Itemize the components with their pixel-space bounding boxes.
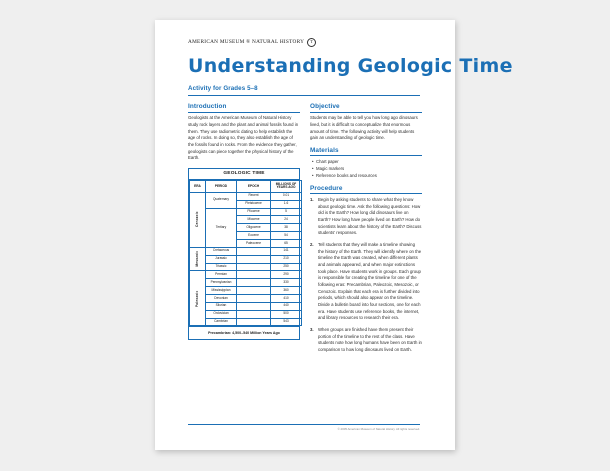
period-cell: Devonian [206,295,237,303]
list-item: • Reference books and resources [316,173,422,180]
table-row [190,192,302,200]
mya-cell: 210 [271,255,302,263]
epoch-cell [237,310,271,318]
table-row [190,287,302,295]
period-cell: Tertiary [206,208,237,247]
epoch-cell: Pleistocene [237,200,271,208]
materials-heading: Materials [310,146,339,154]
period-cell: Cretaceous [206,247,237,255]
mya-cell: 500 [271,310,302,318]
mya-cell: 250 [271,263,302,271]
procedure-step: Tell students that they will make a timeline showing the history of the Earth. They will identify where on the timeline the Earth was created, when different plants and animals appeared, and when major extinctions took place. Have students work in groups. Each group is responsible for creating the timeline for one of the following eras: Precambrian, Paleozoic, Mesozoic, or Cenozoic. Explain that each era is further divided into periods, which should also appear on the timeline. Divide a bulletin board into four sections, one for each era. Have students use reference books, the internet, and library resources to research their era. [318,242,422,321]
period-cell: Jurassic [206,255,237,263]
mya-cell: 330 [271,279,302,287]
epoch-cell: Recent [237,192,271,200]
mya-cell: 360 [271,287,302,295]
right-column [310,103,422,359]
page-footer [188,424,420,431]
period-cell: Ordovician [206,310,237,318]
procedure-step: When groups are finished have them present their portion of the timeline to the rest of the class. Have students note how long humans have been on Earth in comparison to how long dinosaurs lived on Earth. [318,326,422,352]
introduction-text: Geologists at the American Museum of Natural History study rock layers and the plant and animal fossils found in them. They use radiometric dating to help establish the age of rocks. In doing so, they also establish the age of the fossils found in rocks. From the evidence they gather, geologists can piece together the physical history of the Earth. [188,115,299,161]
epoch-cell [237,247,271,255]
table-title: GEOLOGIC TIME [189,169,299,180]
mya-cell: 5 [271,208,302,216]
procedure-step: Begin by asking students to share what they know about geologic time. Ask the following questions: How old is the Earth? How long did dinosaurs live on Earth? How long have people lived on Earth? How do scientists learn about the history of the Earth? Discuss students' responses. [318,197,422,236]
objective-heading: Objective [310,103,340,111]
table-row [190,247,302,255]
col-mya: MILLIONS OF YEARS AGO [271,180,302,192]
mya-cell: 440 [271,302,302,310]
list-item: • Chart paper [316,159,422,166]
materials-list [310,159,422,180]
table-row [190,279,302,287]
museum-logo-icon: T [307,38,316,47]
epoch-cell: Miocene [237,216,271,224]
page-content [172,36,513,436]
introduction-divider [188,112,300,113]
mya-cell: 410 [271,295,302,303]
materials-divider [310,155,422,156]
mya-cell: 54 [271,232,302,240]
epoch-cell [237,279,271,287]
epoch-cell [237,255,271,263]
table-row [190,263,302,271]
epoch-cell: Pliocene [237,208,271,216]
document-page [155,20,513,450]
epoch-cell: Paleocene [237,240,271,248]
mya-cell: 0.01 [271,192,302,200]
mya-cell: 24 [271,216,302,224]
table-row [190,310,302,318]
era-cell: Mesozoic [190,247,206,271]
epoch-cell [237,318,271,326]
precambrian-row: Precambrian: 4,500–540 Million Years Ago [189,326,299,339]
geologic-time-table [188,168,300,341]
body-columns [188,103,422,359]
epoch-cell [237,295,271,303]
procedure-divider [310,193,422,194]
left-column [188,103,300,359]
period-cell: Quaternary [206,192,237,208]
procedure-list [310,197,422,353]
geologic-table [189,180,302,327]
page-subtitle: Activity for Grades 5–8 [188,84,258,92]
era-cell: Cenozoic [190,192,206,247]
copyright-text: © 2005 American Museum of Natural History. All rights reserved. [337,427,420,431]
epoch-cell [237,263,271,271]
epoch-cell: Eocene [237,232,271,240]
col-era: ERA [190,180,206,192]
table-header-row [190,180,302,192]
masthead [188,36,438,48]
title-divider [188,95,420,96]
epoch-cell [237,302,271,310]
epoch-cell [237,271,271,279]
table-row [190,318,302,326]
epoch-cell [237,287,271,295]
mya-cell: 65 [271,240,302,248]
mya-cell: 543 [271,318,302,326]
footer-divider [188,424,420,425]
table-row [190,302,302,310]
period-cell: Permian [206,271,237,279]
objective-divider [310,112,422,113]
period-cell: Silurian [206,302,237,310]
period-cell: Pennsylvanian [206,279,237,287]
col-period: PERIOD [206,180,237,192]
list-item: • Magic markers [316,166,422,173]
mya-cell: 141 [271,247,302,255]
table-row [190,255,302,263]
era-cell: Paleozoic [190,271,206,326]
period-cell: Cambrian [206,318,237,326]
mya-cell: 290 [271,271,302,279]
introduction-heading: Introduction [188,103,227,111]
table-row [190,295,302,303]
period-cell: Mississippian [206,287,237,295]
procedure-heading: Procedure [310,184,343,192]
epoch-cell: Oligocene [237,224,271,232]
institution-name: AMERICAN MUSEUM ® NATURAL HISTORY [188,39,305,45]
table-row [190,271,302,279]
table-row [190,208,302,216]
col-epoch: EPOCH [237,180,271,192]
period-cell: Triassic [206,263,237,271]
page-title: Understanding Geologic Time [188,55,513,77]
mya-cell: 38 [271,224,302,232]
objective-text: Students may be able to tell you how long ago dinosaurs lived, but it is difficult to conceptualize that enormous amount of time. The following activity will help students gain an understanding of geologic time. [310,115,418,141]
mya-cell: 1.6 [271,200,302,208]
